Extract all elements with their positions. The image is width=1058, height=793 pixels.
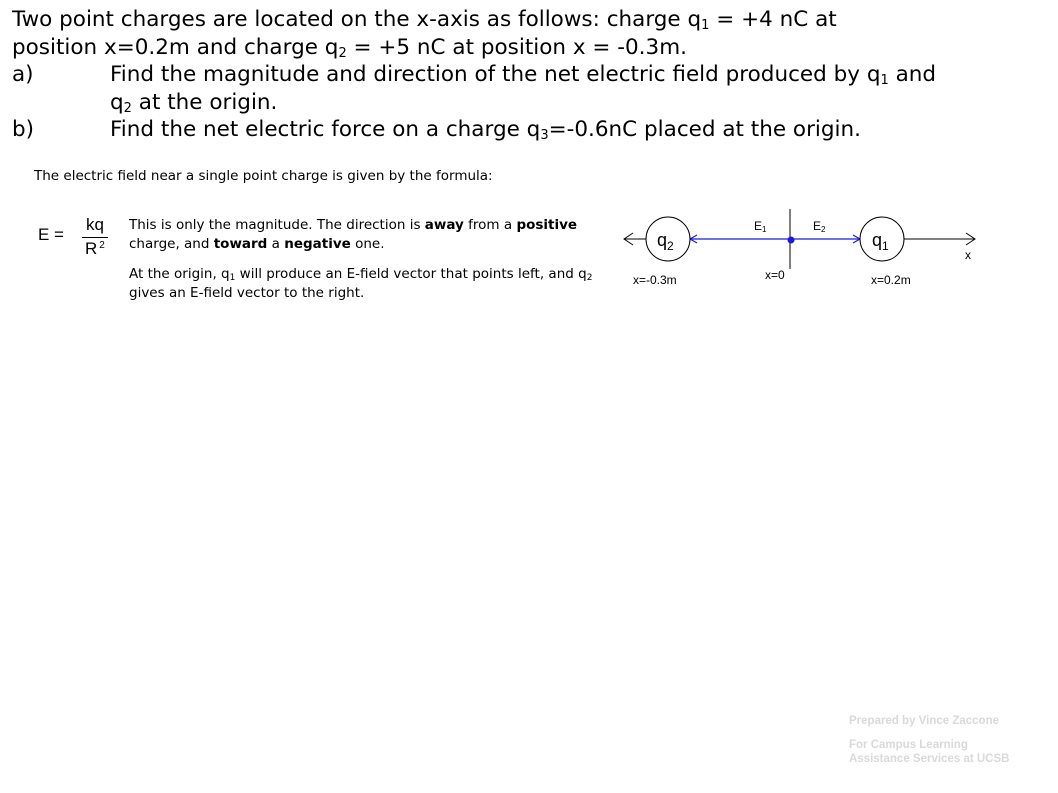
formula-numerator: kq bbox=[86, 215, 104, 234]
formula-denominator: R $^2$ bbox=[85, 239, 105, 258]
formula-lhs: E = bbox=[38, 225, 64, 244]
fraction-bar bbox=[82, 237, 108, 238]
problem-line-2: position x=0.2m and charge $q_2 = +5$ nC at position x = -0.3m. bbox=[12, 34, 687, 61]
note-paragraph-2: At the origin, $q_1$ will produce an E-field vector that points left, and $q_2$ gives an E-field vector to the right. bbox=[129, 266, 593, 301]
problem-line-1: Two point charges are located on the x-axis as follows: charge $q_1 = +4$ nC at bbox=[12, 7, 837, 33]
charge-diagram bbox=[620, 205, 990, 295]
q1-position-label: x=0.2m bbox=[871, 273, 911, 287]
explanation-note bbox=[129, 216, 599, 314]
formula-exponent: 2 bbox=[99, 240, 105, 251]
charge-q1-label: $q_1$ bbox=[872, 230, 889, 253]
field-formula bbox=[38, 215, 108, 265]
credit-line-1: Prepared by Vince Zaccone bbox=[849, 715, 999, 727]
formula-intro: The electric field near a single point charge is given by the formula: bbox=[34, 168, 493, 184]
part-a bbox=[12, 61, 1052, 116]
problem-statement bbox=[12, 6, 1052, 144]
e2-label: E2 bbox=[813, 219, 826, 234]
q2-position-label: x=-0.3m bbox=[633, 273, 677, 287]
e1-label: E1 bbox=[754, 219, 767, 234]
part-a-label: a) bbox=[12, 62, 34, 87]
origin-point bbox=[788, 237, 795, 244]
credit-line-3: Assistance Services at UCSB bbox=[849, 753, 1010, 765]
part-b-label: b) bbox=[12, 117, 35, 142]
charge-q2-label: $q_2$ bbox=[657, 230, 674, 253]
note-paragraph-1: This is only the magnitude. The direction is away from a positive charge, and toward a negative one. bbox=[129, 217, 578, 252]
part-a-text: Find the magnitude and direction of the net electric field produced by $q_1$ and $q_2$ at the origin. bbox=[110, 62, 937, 116]
part-b-text: Find the net electric force on a charge $q_3=-0.6nC$ placed at the origin. bbox=[110, 117, 861, 143]
x-axis-label: x bbox=[965, 248, 971, 262]
part-b bbox=[12, 116, 1052, 144]
credit-line-2: For Campus Learning bbox=[849, 739, 968, 751]
origin-label: x=0 bbox=[765, 268, 785, 282]
